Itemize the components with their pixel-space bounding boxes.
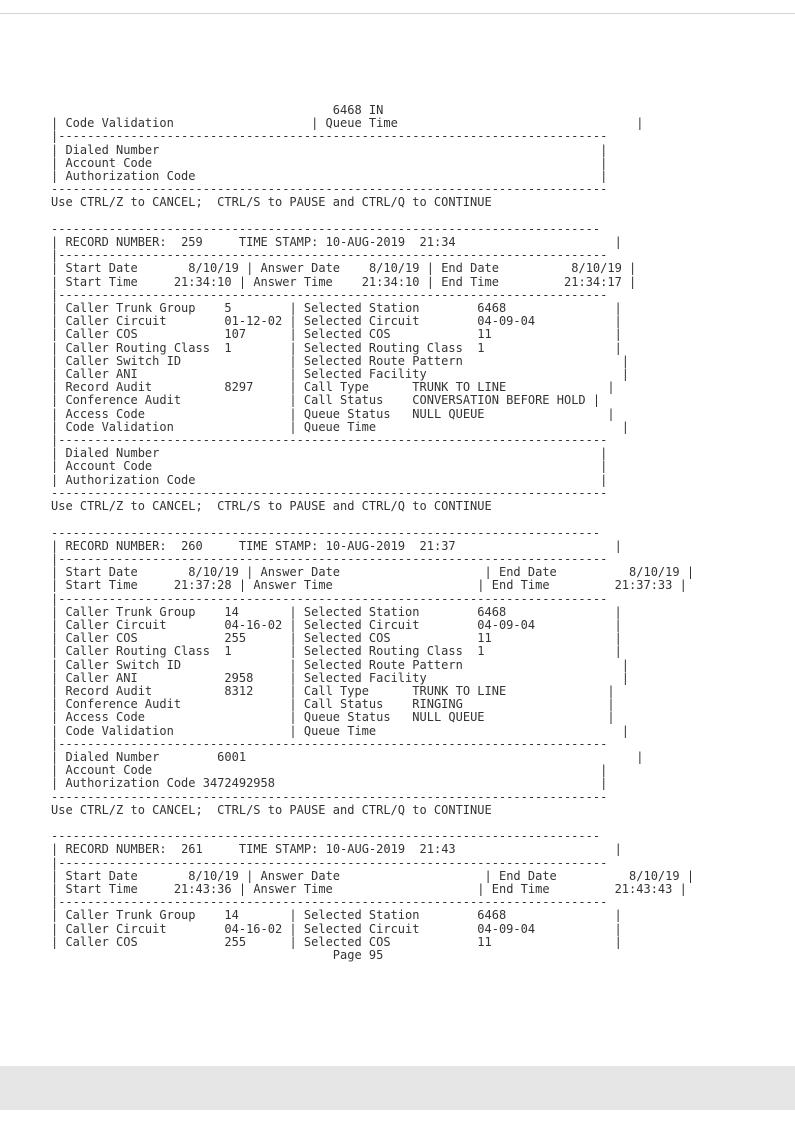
- record-number: 261: [181, 842, 203, 857]
- call-status: CONVERSATION BEFORE HOLD: [412, 393, 586, 408]
- fragment-queue-time: Queue Time: [325, 116, 398, 131]
- fragment-code-validation: Code Validation: [65, 116, 174, 131]
- record-259: ---------------------------------------------------------------------------- | RECORD NUMBER: 259 TIME STAMP: 10-AUG-2019 21:34 | |---------------------------------------------------------------------------- | Start Date 8/10/19 | Answer Date 8/10/19 | End Date 8/10/19 | | Start Time 21:34:10 | Answer Time 21:34:10 | End Time 21:34:17 | |---------------------------------------------------------------------------- | Caller Trunk Group 5 | Selected Station 6468 | | Caller Circuit 01-12-02 | Selected Circuit 04-09-04 | | Caller COS 107 | Selected COS 11 | | Caller Routing Class 1 | Selected Routing Class 1 | | Caller Switch ID | Selected Route Pattern | | Caller ANI | Selected Facility | | Record Audit 8297 | Call Type TRUNK TO LINE | | Conference Audit | Call Status CONVERSATION BEFORE HOLD | | Access Code | Queue Status NULL QUEUE | | Code Validation | Queue Time | |---------------------------------------------------------------------------- | Dialed Number | | Account Code | | Authorization Code | ----------------------------------------------------------------------------- Use CTRL/Z to CANCEL; CTRL/S to PAUSE and CTRL/Q to CONTINUE: [51, 221, 637, 514]
- record-260: ---------------------------------------------------------------------------- | RECORD NUMBER: 260 TIME STAMP: 10-AUG-2019 21:37 | |---------------------------------------------------------------------------- | Start Date 8/10/19 | Answer Date | End Date 8/10/19 | | Start Time 21:37:28 | Answer Time | End Time 21:37:33 | |---------------------------------------------------------------------------- | Caller Trunk Group 14 | Selected Station 6468 | | Caller Circuit 04-16-02 | Selected Circuit 04-09-04 | | Caller COS 255 | Selected COS 11 | | Caller Routing Class 1 | Selected Routing Class 1 | | Caller Switch ID | Selected Route Pattern | | Caller ANI 2958 | Selected Facility | | Record Audit 8312 | Call Type TRUNK TO LINE | | Conference Audit | Call Status RINGING | | Access Code | Queue Status NULL QUEUE | | Code Validation | Queue Time | |---------------------------------------------------------------------------- | Dialed Number 6001 | | Account Code | | Authorization Code 3472492958 | ----------------------------------------------------------------------------- Use CTRL/Z to CANCEL; CTRL/S to PAUSE and CTRL/Q to CONTINUE: [51, 525, 695, 817]
- top-edge-line: [0, 13, 795, 14]
- control-hint: Use CTRL/Z to CANCEL; CTRL/S to PAUSE and CTRL/Q to CONTINUE: [51, 802, 492, 817]
- record-261: ---------------------------------------------------------------------------- | RECORD NUMBER: 261 TIME STAMP: 10-AUG-2019 21:43 | |---------------------------------------------------------------------------- | Start Date 8/10/19 | Answer Date | End Date 8/10/19 | | Start Time 21:43:36 | Answer Time | End Time 21:43:43 | |---------------------------------------------------------------------------- | Caller Trunk Group 14 | Selected Station 6468 | | Caller Circuit 04-16-02 | Selected Circuit 04-09-04 | | Caller COS 255 | Selected COS 11 | Page 95: [51, 829, 695, 962]
- scan-bottom-band: [0, 1066, 795, 1110]
- fragment-in-text: 6468 IN: [332, 103, 384, 117]
- control-hint: Use CTRL/Z to CANCEL; CTRL/S to PAUSE and CTRL/Q to CONTINUE: [51, 195, 492, 210]
- call-record-printout: [51, 104, 741, 962]
- time-stamp: 10-AUG-2019 21:37: [325, 538, 456, 553]
- fragment-authorization-code: Authorization Code: [65, 169, 196, 184]
- time-stamp: 10-AUG-2019 21:43: [325, 842, 456, 857]
- time-stamp: 10-AUG-2019 21:34: [325, 235, 456, 250]
- record-number: 260: [181, 538, 203, 553]
- control-hint: Use CTRL/Z to CANCEL; CTRL/S to PAUSE and CTRL/Q to CONTINUE: [51, 499, 492, 514]
- record-number: 259: [181, 235, 203, 250]
- fragment-dialed-number: Dialed Number: [65, 142, 160, 157]
- page-footer: Page 95: [332, 948, 384, 962]
- call-status: RINGING: [412, 697, 463, 712]
- fragment-account-code: Account Code: [65, 155, 153, 170]
- fragment: 6468 IN | Code Validation | Queue Time | |---------------------------------------------------------------------------- | Dialed Number | | Account Code | | Authorization Code | ----------------------------------------------------------------------------- Use CTRL/Z to CANCEL; CTRL/S to PAUSE and CTRL/Q to CONTINUE: [51, 103, 644, 210]
